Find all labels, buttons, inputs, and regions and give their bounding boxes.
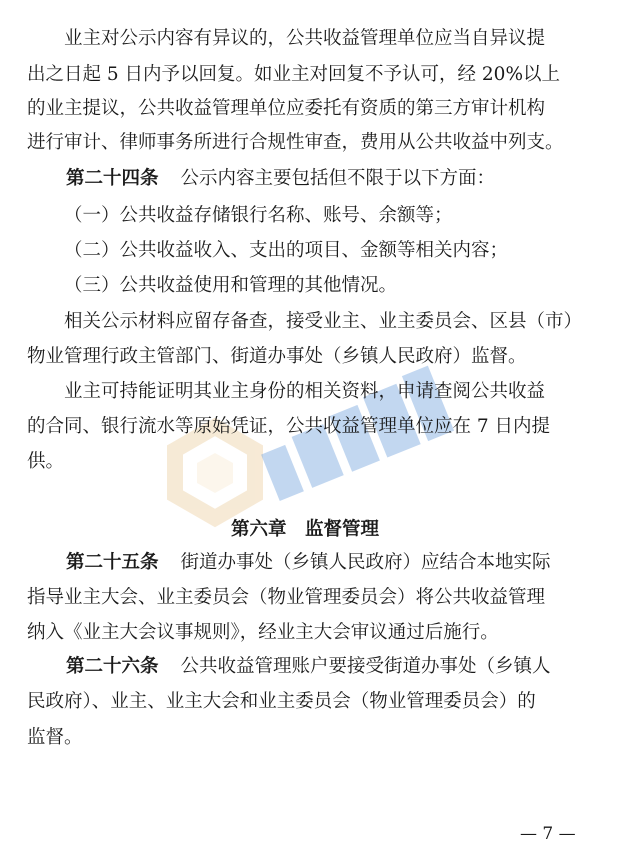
para-line <box>27 132 602 154</box>
line-text: 指导业主大会、业主委员会（物业管理委员会）将公共收益管理 <box>27 587 546 608</box>
line-text: 物业管理行政主管部门、街道办事处（乡镇人民政府）监督。 <box>27 346 527 367</box>
para-line <box>27 64 602 86</box>
line-text: 公共收益管理账户要接受街道办事处（乡镇人 <box>180 656 551 677</box>
page-number: — 7 — <box>520 824 576 844</box>
para-line <box>27 28 626 50</box>
para-line <box>27 416 602 438</box>
article-number: 第二十四条 <box>66 168 159 189</box>
line-text: 进行审计、律师事务所进行合规性审查，费用从公共收益中列支。 <box>27 132 564 153</box>
para-line <box>27 381 626 403</box>
para-line <box>27 98 602 120</box>
para-line <box>27 311 626 333</box>
article-26-line <box>27 656 626 678</box>
line-text: 相关公示材料应留存备查，接受业主、业主委员会、区县（市） <box>64 311 583 332</box>
line-text: （三）公共收益使用和管理的其他情况。 <box>64 275 398 296</box>
list-item-1 <box>27 205 626 227</box>
line-text: 街道办事处（乡镇人民政府）应结合本地实际 <box>180 552 551 573</box>
article-number: 第二十五条 <box>66 552 159 573</box>
line-text: 的合同、银行流水等原始凭证，公共收益管理单位应在 7 日内提 <box>27 416 551 437</box>
line-text: 监督。 <box>27 727 83 748</box>
article-24-line <box>27 168 626 190</box>
para-line <box>27 346 602 368</box>
line-text: 出之日起 5 日内予以回复。如业主对回复不予认可，经 20%以上 <box>27 64 561 85</box>
para-line <box>27 727 602 749</box>
line-text: 业主可持能证明其业主身份的相关资料，申请查阅公共收益 <box>64 381 546 402</box>
article-number: 第二十六条 <box>66 656 159 677</box>
chapter-title <box>231 519 471 541</box>
line-text: 公示内容主要包括但不限于以下方面： <box>180 168 496 189</box>
para-line <box>27 587 602 609</box>
line-text: 民政府）、业主、业主大会和业主委员会（物业管理委员会）的 <box>27 691 536 712</box>
line-text: （二）公共收益收入、支出的项目、金额等相关内容； <box>64 240 509 261</box>
para-line <box>27 691 602 713</box>
line-text: 的业主提议，公共收益管理单位应委托有资质的第三方审计机构 <box>27 98 546 119</box>
line-text: 业主对公示内容有异议的，公共收益管理单位应当自异议提 <box>64 28 546 49</box>
line-text: （一）公共收益存储银行名称、账号、余额等； <box>64 205 453 226</box>
article-25-line <box>27 552 626 574</box>
line-text: 第六章 监督管理 <box>231 519 380 540</box>
list-item-2 <box>27 240 626 262</box>
line-text: 供。 <box>27 451 65 472</box>
list-item-3 <box>27 275 626 297</box>
line-text: 纳入《业主大会议事规则》，经业主大会审议通过后施行。 <box>27 622 499 643</box>
para-line <box>27 622 602 644</box>
para-line <box>27 451 602 473</box>
